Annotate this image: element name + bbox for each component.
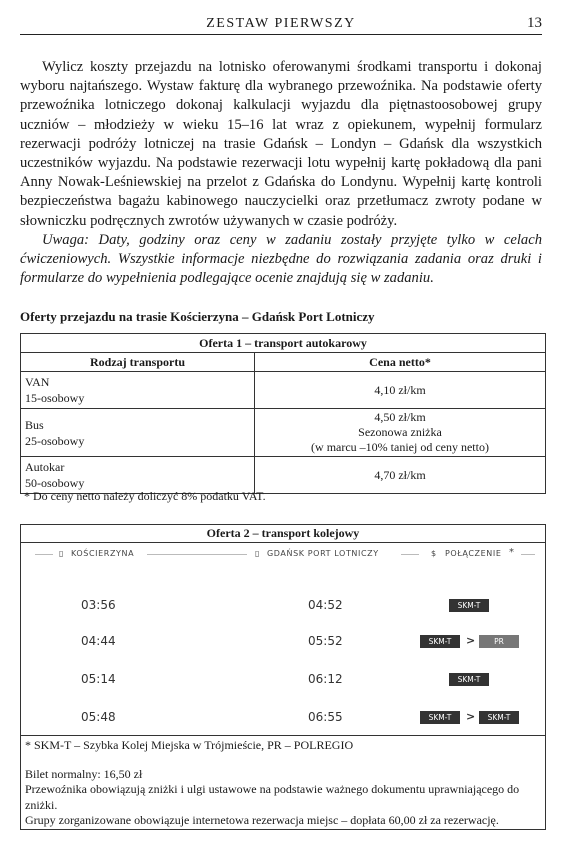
table-row — [21, 457, 546, 494]
page-header — [20, 14, 542, 35]
timetable-row — [21, 631, 545, 651]
type-name: Autokar — [25, 460, 65, 474]
offer2-title: Oferta 2 – transport kolejowy — [21, 525, 545, 543]
arrival-time: 06:55 — [308, 710, 343, 724]
arrival-time: 05:52 — [308, 634, 343, 648]
offer1-title: Oferta 1 – transport autokarowy — [21, 334, 546, 353]
offer2-notes — [25, 738, 541, 829]
chevron-right-icon: > — [466, 634, 476, 647]
transport-price — [255, 409, 546, 457]
section-title: ZESTAW PIERWSZY — [206, 16, 356, 31]
table-row — [21, 409, 546, 457]
divider — [21, 735, 545, 736]
transport-type — [21, 409, 255, 457]
connection-badge: PR — [479, 635, 519, 648]
connection-badge: SKM-T — [420, 711, 460, 724]
carrier-legend: * SKM-T – Szybka Kolej Miejska w Trójmieście, PR – POLREGIO — [25, 738, 354, 752]
task-note: Uwaga: Daty, godziny oraz ceny w zadaniu zostały przyjęte tylko w celach ćwiczeniowych. Wszystkie informacje niezbędne do rozwiązania zadania oraz druki i formularze do wypełnienia podlegające ocenie znajdują się w zadaniu. — [20, 231, 542, 287]
transport-type — [21, 457, 255, 494]
connection-badge: SKM-T — [449, 599, 489, 612]
discount-info: Przewoźnika obowiązują zniżki i ulgi ustawowe na podstawie ważnego dokumentu uprawniającego do zniżki. — [25, 782, 520, 812]
col-conn-label: POŁĄCZENIE — [445, 549, 502, 558]
offer1-col-price: Cena netto* — [255, 353, 546, 372]
ticket-price: Bilet normalny: 16,50 zł — [25, 766, 143, 781]
price-value: 4,70 zł/km — [374, 467, 426, 482]
departure-time: 05:48 — [81, 710, 116, 724]
chevron-right-icon: > — [466, 710, 476, 723]
task-description — [20, 58, 542, 288]
connection-icon: $ — [431, 549, 437, 558]
price-value: 4,10 zł/km — [374, 382, 426, 397]
type-name: VAN — [25, 375, 50, 389]
offer2-box — [20, 524, 546, 830]
col-conn-mark: * — [509, 547, 515, 558]
train-icon: ▯ — [59, 549, 65, 558]
col-header-conn — [427, 545, 539, 563]
type-capacity: 50-osobowy — [25, 476, 85, 490]
arrival-time: 06:12 — [308, 672, 343, 686]
offers-caption: Oferty przejazdu na trasie Kościerzyna – Gdańsk Port Lotniczy — [20, 309, 375, 324]
departure-time: 04:44 — [81, 634, 116, 648]
col-header-to — [249, 545, 419, 563]
connection-badge: SKM-T — [479, 711, 519, 724]
arrival-time: 04:52 — [308, 598, 343, 612]
discount-detail: (w marcu –10% taniej od ceny netto) — [311, 440, 489, 454]
task-paragraph: Wylicz koszty przejazdu na lotnisko oferowanymi środkami transportu i dokonaj wyboru najtańszego. Wystaw fakturę dla wybranego przewoźnika. Na podstawie oferty przewoźnika lotniczego dokonaj kalkulacji wyjazdu dla piętnastoosobowej grupy uczniów – młodzieży w wieku 15–16 lat wraz z opiekunem, wypełnij formularz rezerwacji podróży lotniczej na trasie Gdańsk – Londyn – Gdańsk dla wszystkich uczestników wyjazdu. Na podstawie rezerwacji lotu wypełnij kartę pokładową dla pani Anny Nowak-Leśniewskiej na przelot z Gdańska do Londynu. Wypełnij kartę kontroli bezpieczeństwa bagażu kabinowego nauczycielki oraz przetłumacz zwroty podane w słowniczku podręcznych zwrotów używanych w czasie podróży. — [20, 59, 542, 229]
timetable-row — [21, 669, 545, 689]
transport-type — [21, 372, 255, 409]
timetable-row — [21, 707, 545, 727]
transport-price — [255, 372, 546, 409]
price-value: 4,50 zł/km — [374, 410, 426, 424]
col-header-from — [29, 545, 249, 563]
vat-footnote: * Do ceny netto należy doliczyć 8% podatku VAT. — [24, 489, 266, 503]
col-to-label: GDAŃSK PORT LOTNICZY — [267, 549, 379, 558]
connection-badge: SKM-T — [420, 635, 460, 648]
page-number: 13 — [527, 15, 542, 31]
col-from-label: KOŚCIERZYNA — [71, 549, 135, 558]
type-capacity: 15-osobowy — [25, 391, 85, 405]
offer1-table — [20, 333, 546, 494]
transport-price — [255, 457, 546, 494]
offer1-col-type: Rodzaj transportu — [21, 353, 255, 372]
plane-icon: ▯ — [255, 549, 261, 558]
type-name: Bus — [25, 417, 44, 432]
departure-time: 05:14 — [81, 672, 116, 686]
connection-badge: SKM-T — [449, 673, 489, 686]
departure-time: 03:56 — [81, 598, 116, 612]
timetable-row — [21, 595, 545, 615]
table-row — [21, 372, 546, 409]
type-capacity: 25-osobowy — [25, 433, 85, 448]
reservation-info: Grupy zorganizowane obowiązuje internetowa rezerwacja miejsc – dopłata 60,00 zł za rezerwację. — [25, 813, 499, 827]
seasonal-discount: Sezonowa zniżka — [358, 425, 442, 439]
